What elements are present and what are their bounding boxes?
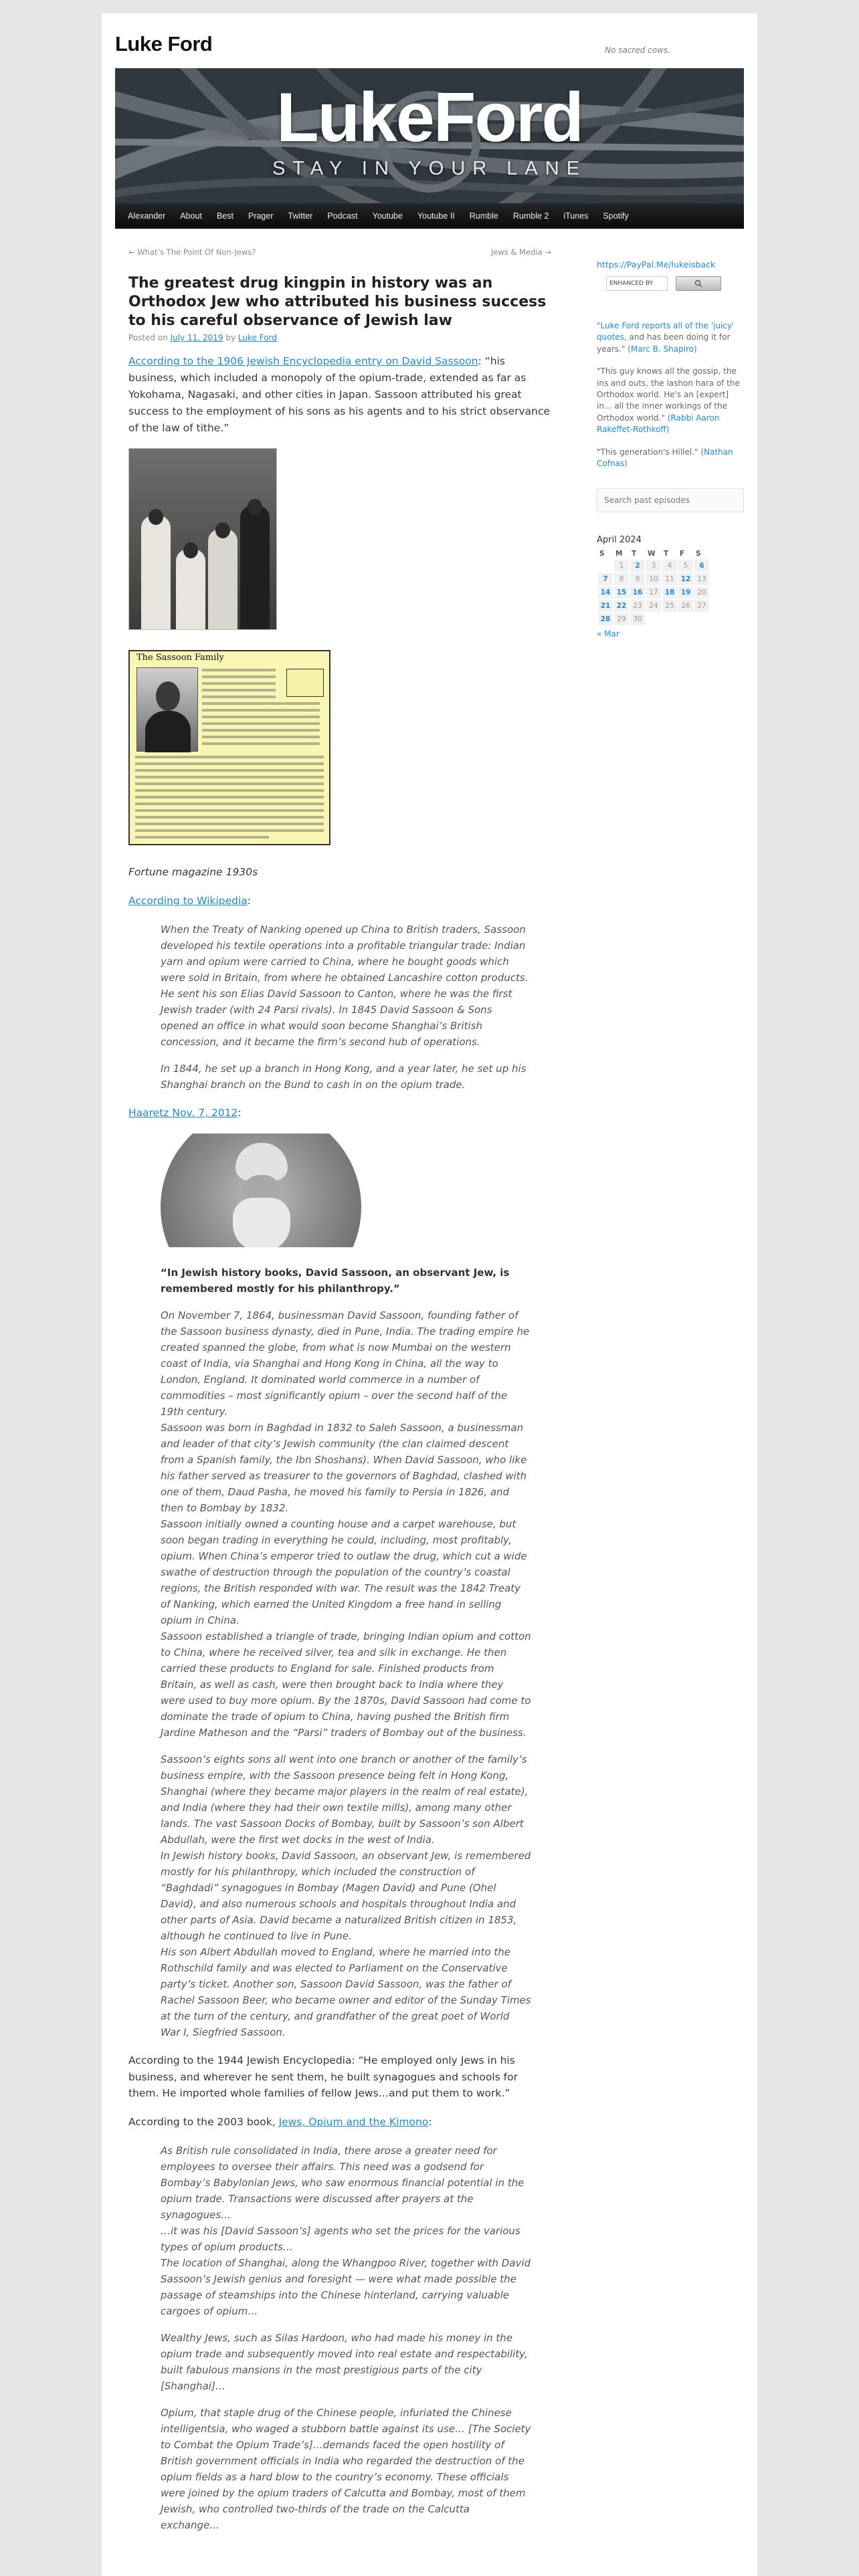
calendar-day: 4 — [662, 560, 677, 572]
quote-paragraph: In Jewish history books, David Sassoon, an observant Jew, is remembered mostly for his philanthropy, which included the construction of “Baghdadi” synagogues in Bombay (Magen David) and Pune (Ohel David), and also numerous schools and hospitals throughout India and other parts of Asia. David became a naturalized British citizen in 1853, although he continued to live in Pune. — [161, 1849, 531, 1942]
colon: : — [247, 895, 252, 907]
wikipedia-intro — [128, 893, 551, 909]
paragraph-text: : “his business, which included a monopoly of the opium-trade, extended as far as Yokohama, Nagasaki, and other cities in Japan. Sassoon attributed his great success to the employment of his sons as his agents and to his strict observance of the law of tithe.” — [128, 355, 551, 434]
sassoon-family-photo[interactable] — [128, 448, 277, 630]
photo-figure — [240, 506, 270, 629]
calendar-day[interactable]: 28 — [598, 613, 613, 625]
calendar-day: 23 — [630, 600, 645, 612]
calendar-day: 26 — [678, 600, 693, 612]
quote-paragraph: Opium, that staple drug of the Chinese people, infuriated the Chinese intelligentsia, who waged a stubborn battle against its use… [The Society to Combat the Opium Trade’s]…demands faced the open hostility of British government officials in India who regarded the destruction of the opium fields as a hard blow to the country’s economy. These officials were joined by the opium traders of Calcutta and Bombay, most of them Jewish, who controlled two-thirds of the trade on the Calcutta exchange… — [161, 2407, 531, 2532]
haaretz-quote — [128, 1265, 551, 2040]
calendar-day: 17 — [646, 586, 661, 599]
quote-paragraph: His son Albert Abdullah moved to England, where he married into the Rothschild family and was elected to Parliament on the Conservative party’s ticket. Another son, Sassoon David Sassoon, was the father of Rachel Sassoon Beer, who became owner and editor of the Sunday Times at the turn of the century, and grandfather of the great poet of World War I, Siegfried Sassoon. — [161, 1945, 531, 2038]
calendar-day — [598, 560, 613, 572]
calendar-day[interactable]: 21 — [598, 600, 613, 612]
calendar-weekday: S — [599, 550, 605, 558]
photo-figure — [176, 549, 205, 629]
nav-item-about[interactable]: About — [180, 211, 202, 221]
search-icon — [694, 280, 702, 288]
calendar-previous-month-link[interactable]: « Mar — [597, 629, 619, 639]
paragraph-1906-encyclopedia — [128, 353, 551, 436]
colon: : — [428, 2116, 432, 2129]
calendar-day: 25 — [662, 600, 677, 612]
testimonial-attribution[interactable]: (Nathan Cofnas) — [597, 447, 733, 468]
nav-item-alexander[interactable]: Alexander — [128, 211, 166, 221]
nav-item-youtube[interactable]: Youtube — [372, 211, 403, 221]
calendar-day: 10 — [646, 573, 661, 585]
clipping-portrait — [136, 667, 198, 752]
book-quote — [128, 2143, 551, 2533]
haaretz-intro — [128, 1105, 551, 1121]
post-meta — [128, 333, 551, 342]
calendar-week — [598, 573, 709, 585]
calendar-weekday: T — [632, 550, 637, 558]
quote-paragraph: When the Treaty of Nanking opened up China to British traders, Sassoon developed his textile operations into a profitable triangular trade: Indian yarn and opium were carried to China, where he bought goods which were sold in Britain, from where he obtained Lancashire cotton products. He sent his son Elias David Sassoon to Canton, where he was the first Jewish trader (with 24 Parsi rivals). In 1845 David Sassoon & Sons opened an office in what would soon become Shanghai’s British concession, and it became the firm’s second hub of operations. — [161, 924, 529, 1049]
calendar-weekday: M — [615, 550, 623, 558]
clipping-title: The Sassoon Family — [136, 653, 224, 663]
colon: : — [237, 1107, 242, 1119]
calendar-day: 20 — [694, 586, 709, 599]
quote-paragraph: Sassoon’s eights sons all went into one branch or another of the family’s business empire, with the Sassoon presence being felt in Hong Kong, Shanghai (where they became major players in the realm of real estate), and India (where they had their own textile mills), among many other lands. The vast Sassoon Docks of Bombay, built by Sassoon’s son Albert Abdullah, were the first wet docks in the west of India. — [161, 1753, 529, 1846]
post-body — [128, 353, 551, 2533]
testimonial-attribution[interactable]: (Marc B. Shapiro) — [628, 344, 697, 354]
calendar-day[interactable]: 14 — [598, 586, 613, 599]
wikipedia-quote — [128, 922, 551, 1093]
david-sassoon-engraving[interactable] — [161, 1134, 361, 1247]
testimonial-text: "This guy knows all the gossip, the ins and outs, the lashon hara of the Orthodox world. He's an [expert] in... all the inner workings of the Orthodox world." — [597, 366, 740, 423]
testimonial-shapiro — [597, 320, 744, 355]
calendar-day[interactable]: 18 — [662, 586, 677, 599]
encyclopedia-1906-link[interactable]: According to the 1906 Jewish Encyclopedia entry on David Sassoon — [128, 355, 478, 368]
calendar-day: 13 — [694, 573, 709, 585]
search-input[interactable]: ENHANCED BY — [606, 276, 668, 291]
nav-item-spotify[interactable]: Spotify — [603, 211, 629, 221]
page — [102, 13, 757, 2576]
calendar-day[interactable]: 15 — [614, 586, 629, 599]
calendar-day[interactable]: 6 — [694, 560, 709, 572]
nav-item-podcast[interactable]: Podcast — [327, 211, 358, 221]
book-link[interactable]: Jews, Opium and the Kimono — [278, 2116, 429, 2129]
search-button[interactable] — [676, 276, 721, 291]
previous-post-link[interactable]: ← What’s The Point Of Non-Jews? — [128, 247, 256, 257]
banner-subtitle: STAY IN YOUR LANE — [272, 158, 587, 179]
haaretz-link[interactable]: Haaretz Nov. 7, 2012 — [128, 1107, 238, 1119]
calendar-week — [598, 586, 709, 599]
testimonial-link[interactable]: "Luke Ford reports all of the 'juicy' quotes, — [597, 321, 735, 342]
by-label: by — [225, 333, 236, 343]
quote-paragraph: Wealthy Jews, such as Silas Hardoon, who had made his money in the opium trade and subsequently moved into real estate and respectability, built fabulous mansions in the most prestigious parts of the city [Shanghai]… — [161, 2332, 528, 2393]
quote-paragraph: …it was his [David Sassoon’s] agents who set the prices for the various types of opium products… — [161, 2225, 520, 2254]
nav-item-rumble[interactable]: Rumble — [469, 211, 498, 221]
calendar-day[interactable]: 22 — [614, 600, 629, 612]
calendar-day[interactable]: 2 — [630, 560, 645, 572]
header-banner[interactable] — [115, 68, 744, 203]
photo-figure — [141, 516, 171, 629]
book-intro-text: According to the 2003 book, — [128, 2116, 279, 2129]
quote-paragraph: The location of Shanghai, along the Whangpoo River, together with David Sassoon’s Jewish genius and foresight — were what made possible the passage of steamships into the Chinese hinterland, carrying valuable cargoes of opium… — [161, 2257, 531, 2318]
paragraph-1944-encyclopedia: According to the 1944 Jewish Encyclopedia: “He employed only Jews in his business, and wherever he sent them, he built synagogues and schools for them. He imported whole families of fellow Jews…and put them to work.” — [128, 2054, 518, 2100]
next-post-link[interactable]: Jews & Media → — [491, 247, 551, 257]
photo-figure — [208, 529, 237, 629]
main-nav — [115, 203, 744, 229]
calendar-day — [678, 613, 693, 625]
calendar-day: 27 — [694, 600, 709, 612]
quote-paragraph: In 1844, he set up a branch in Hong Kong, and a year later, he set up his Shanghai branch on the Bund to cash in on the opium trade. — [161, 1063, 527, 1091]
calendar-day: 24 — [646, 600, 661, 612]
calendar — [597, 548, 710, 627]
calendar-day: 9 — [630, 573, 645, 585]
search-past-episodes-input[interactable]: Search past episodes — [597, 488, 744, 512]
calendar-day — [694, 613, 709, 625]
testimonial-text: and has been doing it for years." — [597, 332, 731, 354]
book-intro — [128, 2114, 551, 2131]
quote-paragraph: Sassoon established a triangle of trade, bringing Indian opium and cotton to China, where he received silver, tea and silk in exchange. He then carried these products to England for sale. Finished products from Britain, as well as cash, were then brought back to India where they were used to buy more opium. By the 1870s, David Sassoon had come to dominate the trade of opium to China, having pushed the British firm Jardine Matheson and the “Parsi” traders of Bombay out of the business. — [161, 1630, 531, 1739]
site-search — [606, 276, 744, 291]
post-navigation — [128, 247, 551, 257]
calendar-day: 29 — [614, 613, 629, 625]
clipping-text-lines — [202, 669, 276, 749]
portrait-body — [145, 711, 191, 752]
calendar-weekday: T — [664, 550, 669, 558]
quote-paragraph: Sassoon initially owned a counting house and a carpet warehouse, but soon began trading in everything he could, including, most profitably, opium. When China’s emperor tried to outlaw the drug, which cut a wide swathe of destruction through the population of the country’s coastal regions, the British responded with war. The result was the 1842 Treaty of Nanking, which earned the United Kingdom a free hand in selling opium in China. — [161, 1517, 527, 1626]
calendar-day — [646, 613, 661, 625]
calendar-weekday: S — [696, 550, 701, 558]
calendar-day[interactable]: 7 — [598, 573, 613, 585]
haaretz-headline: “In Jewish history books, David Sassoon, an observant Jew, is remembered mostly for his philanthropy.” — [161, 1266, 510, 1295]
post-title: The greatest drug kingpin in history was an Orthodox Jew who attributed his business success to his careful observance of Jewish law — [128, 275, 547, 330]
image-caption: Fortune magazine 1930s — [128, 866, 258, 879]
nav-item-youtube-ii[interactable]: Youtube II — [417, 211, 455, 221]
nav-item-rumble-2[interactable]: Rumble 2 — [512, 211, 549, 221]
sidebar — [597, 259, 744, 639]
calendar-weekday: F — [680, 550, 685, 558]
nav-item-best[interactable]: Best — [216, 211, 233, 221]
calendar-day[interactable]: 12 — [678, 573, 693, 585]
calendar-title: April 2024 — [597, 535, 642, 546]
quote-headline — [161, 1265, 531, 1297]
calendar-day — [662, 613, 677, 625]
calendar-week — [598, 613, 709, 625]
calendar-week — [598, 600, 709, 612]
calendar-day: 30 — [630, 613, 645, 625]
author-link[interactable]: Luke Ford — [237, 333, 277, 343]
site-title[interactable]: Luke Ford — [115, 32, 213, 56]
calendar-week — [598, 560, 709, 572]
calendar-weekday: W — [648, 550, 656, 558]
calendar-day[interactable]: 16 — [630, 586, 645, 599]
calendar-day: 1 — [614, 560, 629, 572]
nav-item-prager[interactable]: Prager — [248, 211, 274, 221]
testimonial-text: "This generation's Hillel." — [597, 447, 701, 457]
quote-paragraph: On November 7, 1864, businessman David Sassoon, founding father of the Sassoon business dynasty, died in Pune, India. The trading empire he created spanned the globe, from what is now Mumbai on the western coast of India, via Shanghai and Hong Kong in China, all the way to London, England. It dominated world commerce in a number of commodities – most significantly opium – over the second half of the 19th century. — [161, 1309, 530, 1418]
calendar-day[interactable]: 19 — [678, 586, 693, 599]
calendar-day: 8 — [614, 573, 629, 585]
testimonial-attribution[interactable]: (Rabbi Aaron Rakeffet-Rothkoff) — [597, 413, 720, 435]
quote-paragraph: Sassoon was born in Baghdad in 1832 to Saleh Sassoon, a businessman and leader of that city’s Jewish community (the clan claimed descent from a Spanish family, the Ibn Shoshans). When David Sassoon, who like his father served as treasurer to the governors of Baghdad, clashed with one of them, Daud Pasha, he moved his family to Persia in 1826, and then to Bombay by 1832. — [161, 1421, 527, 1514]
engraving-beard — [233, 1198, 290, 1247]
testimonial-rakeffet — [597, 366, 744, 435]
portrait-face — [156, 681, 180, 711]
clipping-sidebar-box — [286, 669, 324, 697]
banner-title: LukeFord — [276, 79, 583, 156]
calendar-day: 11 — [662, 573, 677, 585]
site-description: No sacred cows. — [605, 45, 670, 55]
testimonial-cofnas — [597, 447, 744, 470]
fortune-magazine-clipping[interactable] — [128, 650, 330, 845]
clipping-text-lines-lower — [135, 756, 324, 843]
main-content — [128, 247, 551, 2545]
calendar-day: 3 — [646, 560, 661, 572]
nav-item-itunes[interactable]: iTunes — [563, 211, 589, 221]
nav-item-twitter[interactable]: Twitter — [288, 211, 313, 221]
calendar-day: 5 — [678, 560, 693, 572]
paypal-link[interactable]: https://PayPal.Me/lukeisback — [597, 259, 716, 270]
post-date-link[interactable]: July 11, 2019 — [170, 333, 223, 343]
quote-paragraph: As British rule consolidated in India, there arose a greater need for employees to oversee their affairs. This need was a godsend for Bombay’s Babylonian Jews, who saw enormous financial potential in the opium trade. Transactions were discussed after prayers at the synagogues… — [161, 2145, 524, 2222]
wikipedia-link[interactable]: According to Wikipedia — [128, 895, 248, 907]
site-header — [102, 13, 757, 229]
posted-on-label: Posted on — [128, 333, 168, 343]
